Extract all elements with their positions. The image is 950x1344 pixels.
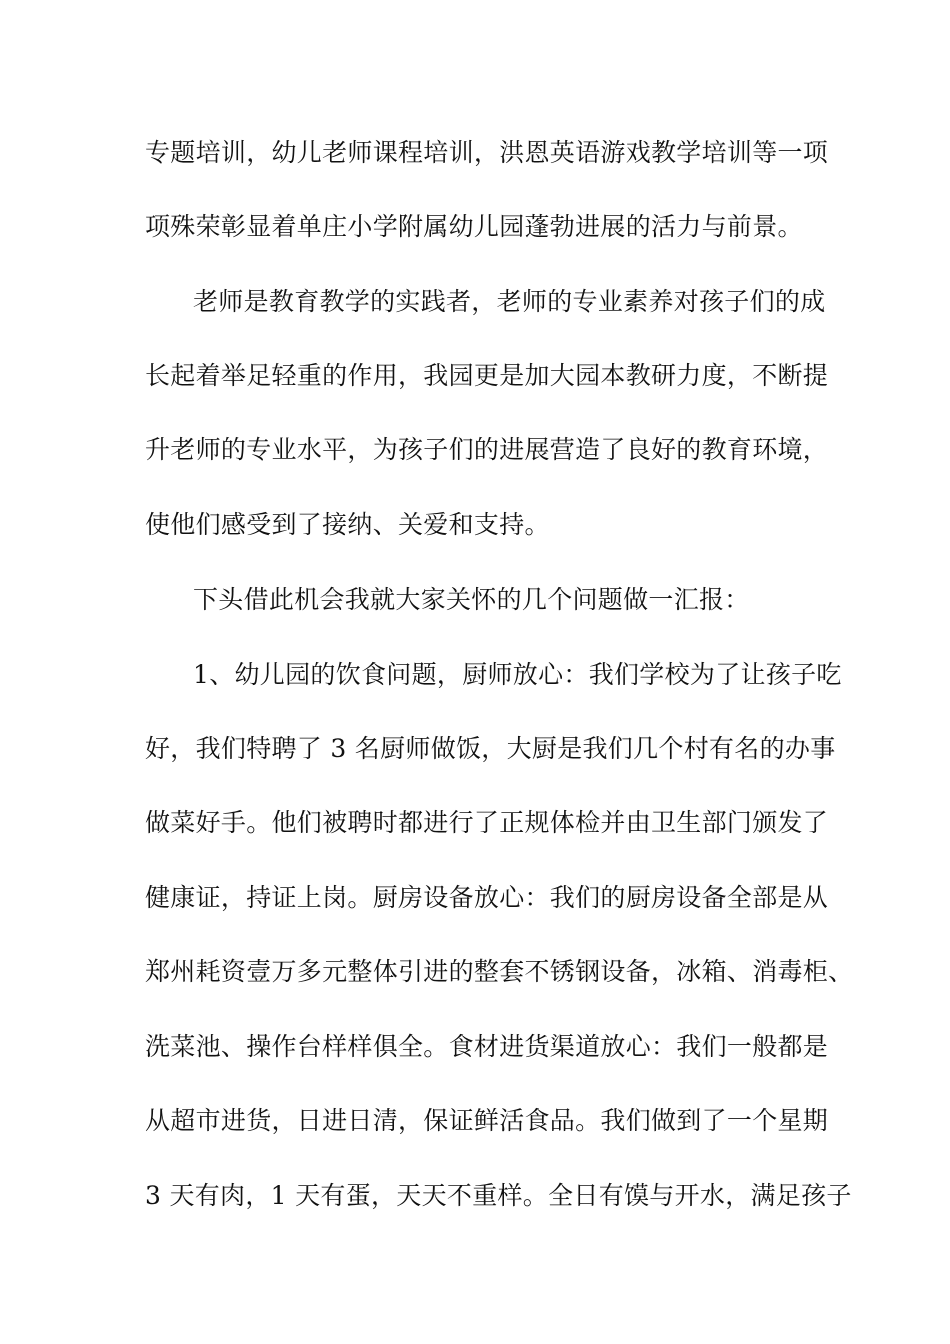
paragraph-start-line: 下头借此机会我就大家关怀的几个问题做一汇报： — [193, 585, 750, 614]
text-line: 专题培训，幼儿老师课程培训，洪恩英语游戏教学培训等一项 — [145, 138, 829, 167]
text-line: 好，我们特聘了 3 名厨师做饭，大厨是我们几个村有名的办事 — [145, 734, 836, 763]
text-line: 升老师的专业水平，为孩子们的进展营造了良好的教育环境， — [145, 435, 829, 464]
text-line: 长起着举足轻重的作用，我园更是加大园本教研力度，不断提 — [145, 361, 829, 390]
text-line: 从超市进货，日进日清，保证鲜活食品。我们做到了一个星期 — [145, 1106, 829, 1135]
text-line: 项殊荣彰显着单庄小学附属幼儿园蓬勃进展的活力与前景。 — [145, 212, 803, 241]
text-line: 使他们感受到了接纳、关爱和支持。 — [145, 510, 550, 539]
text-line: 3 天有肉，1 天有蛋，天天不重样。全日有馍与开水，满足孩子 — [145, 1181, 852, 1210]
text-line: 郑州耗资壹万多元整体引进的整套不锈钢设备，冰箱、消毒柜、 — [145, 957, 854, 986]
text-line: 健康证，持证上岗。厨房设备放心：我们的厨房设备全部是从 — [145, 883, 829, 912]
paragraph-start-line: 1、幼儿园的饮食问题，厨师放心：我们学校为了让孩子吃 — [193, 660, 842, 689]
paragraph-start-line: 老师是教育教学的实践者，老师的专业素养对孩子们的成 — [193, 287, 826, 316]
text-line: 洗菜池、操作台样样俱全。食材进货渠道放心：我们一般都是 — [145, 1032, 829, 1061]
text-line: 做菜好手。他们被聘时都进行了正规体检并由卫生部门颁发了 — [145, 808, 829, 837]
